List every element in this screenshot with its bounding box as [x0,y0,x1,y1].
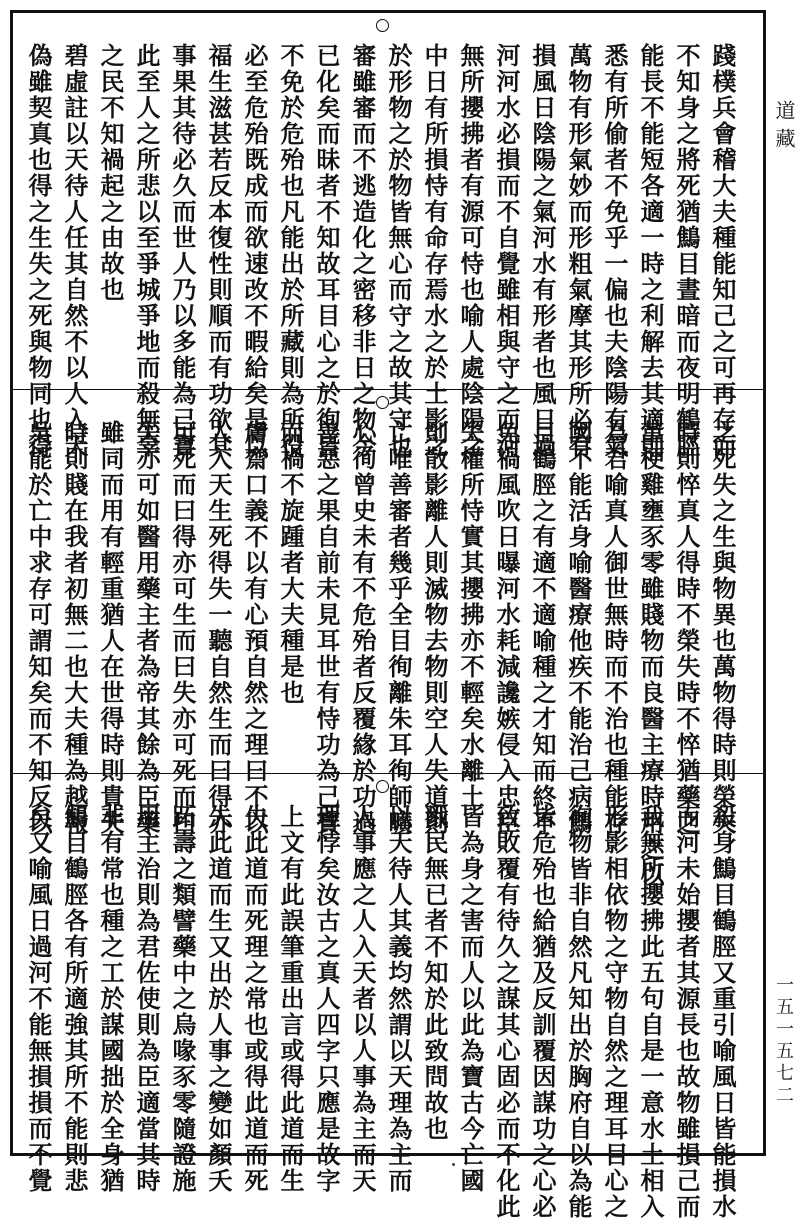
text-column: 審雖審而不逃造化之密移非日之物今 [348,43,377,459]
text-column: 必至危殆既成而欲速改不暇給矣是以 [240,43,269,459]
text-column: 殺身鷦目鶴脛又重引喻風日皆能損水 [708,804,737,1220]
text-column: 膚齋口義不以有心預自然之理曰不以 [240,420,269,836]
text-column: 失權所恃實其攖拂亦不輕矣水離土 [456,420,485,810]
text-column: 國不能活身喻醫療他疾不能治己病鷦 [564,420,593,836]
panel-bottom [13,773,763,1220]
text-column: 已化矣而昧者不知故耳目心之於徇皆 [312,43,341,459]
text-column: 失此道而生又出於人事之變如顏夭 [204,804,233,1194]
text-column: 失亦可如醫用藥主者為帝其餘為臣藥 [132,420,161,836]
text-column: 人事應之人入天者以人事為主而天 [348,804,377,1194]
circle-marker [376,780,389,793]
text-column: 免禍風吹日曝河水耗減讒嫉侵入忠臣 [492,420,521,836]
text-column: 用主治則為君佐使則為臣適當其時 [132,804,161,1194]
text-column: 此至人之所悲以至爭城爭地而殺無辜 [132,43,161,459]
text-column: 皆為身之害而人以此為寶古今亡國 [456,804,485,1194]
text-column: 無所攖拂者有源可恃也喻人處陰陽之 [456,43,485,459]
panel-middle [13,389,763,888]
panel-top [13,13,763,459]
text-column: 雖同而用有輕重猶人在世得時則貴失 [96,420,125,836]
text-column: 悉有所偷者不免乎一偏也夫陰陽有氣 [600,43,629,459]
side-title: 道藏 [772,100,796,156]
text-column: 我無所攖拂此五句自是一意水土相入 [636,804,665,1220]
text-column: 以天待人其義均然謂以天理為主而 [384,804,413,1194]
text-column: 戮民無已者不知於此致問故也 [420,804,449,1142]
text-column: 損風日陰陽之氣河水有形者也風日過 [528,43,557,459]
text-column: 人入天生死得失一聽自然生而曰得亦 [204,420,233,836]
text-column: 堇梗雞壅豕零雖賤物而良醫主療時用之以 [636,420,665,888]
text-column: 跖壽之類譬藥中之烏喙豕零隨證施 [168,804,197,1194]
text-column: 事果其待必久而世人乃以多能為己寶 [168,43,197,459]
text-column: 中日有所損恃有命存焉水之於土影之 [420,43,449,459]
side-page-number: 一五一五七二 [773,975,794,1107]
text-column: 不知身之將死猶鷦目晝暗而夜明鶴脛 [672,43,701,459]
text-column: 河河水必損而不自覺雖相與守之而河 [492,43,521,459]
bottom-dot [452,1163,455,1166]
text-column: 鷦目鶴脛各有所適強其所不能則悲 [60,804,89,1194]
text-column: 為君喻真人御世無時而不治也種能存 [600,420,629,836]
text-column: 致敗覆有待久之謀其心固必而不化此 [492,804,521,1220]
text-column: 心徇曾史未有不危殆者反覆緣於功過 [348,420,377,836]
text-column: 吳能於亡中求存可謂知矣而不知反以 [24,420,53,836]
text-column: 上文有此誤筆重出言或得此道而生 [276,804,305,1194]
page-border [10,10,766,1220]
text-column: 而禍不旋踵者大夫種是也 [276,420,305,706]
text-column: 之死失之生與物異也萬物得時則榮失 [708,420,737,836]
text-column: 則散影離人則滅物去物則空人失道則 [420,420,449,836]
text-column: 目鶴脛之有適不適喻種之才知而終不 [528,420,557,836]
circle-marker [376,19,389,32]
text-column: 不免於危殆也凡能出於所藏則為所役 [276,43,305,459]
text-column: 形影相依物之守物自然之理耳目心之 [600,804,629,1220]
text-column: 而河未始攖者其源長也故物雖損己而 [672,804,701,1220]
text-column: 皆危殆也給猶及反訓覆因謀功之心必 [528,804,557,1220]
text-column: 福生滋甚若反本復性則順而有功欲其 [204,43,233,459]
circle-marker [376,396,389,409]
text-column: 可死而曰得亦可生而曰失亦可死而曰 [168,420,197,836]
text-column: 徇物皆非自然凡知出於胸府自以為能 [564,804,593,1220]
text-column: 萬物有形氣妙而形粗氣摩其形所必有 [564,43,593,459]
text-column: 能長不能短各適一時之利解去其適則 [636,43,665,459]
text-column: 踐樸兵會稽大夫種能知己之可再存而 [708,43,737,459]
text-column: 於形物之於物皆無心而守之故其守也 [384,43,413,459]
text-column: 之民不知禍起之由故也 [96,43,125,303]
text-column: 偽雖契真也得之生失之死與物同也得 [24,43,53,459]
text-column: 亡唯善審者幾乎全目徇離朱耳徇師曠 [384,420,413,836]
text-column: 善惡之果自前未見耳世有恃功為己寶 [312,420,341,836]
text-column: 時則賤在我者初無二也大夫種為越報 [60,420,89,836]
text-column: 碧虛註以天待人任其自然不以人入天 [60,43,89,459]
text-column: 時則悴真人得時不榮失時不悴猶藥之 [672,420,701,836]
text-column: 矣又喻風日過河不能無損損而不覺 [24,804,53,1194]
text-column: 理悖矣汝古之真人四字只應是故字 [312,804,341,1194]
text-column: 失此道而死理之常也或得此道而死 [240,804,269,1194]
text-column: 非有常也種之工於謀國拙於全身猶 [96,804,125,1194]
